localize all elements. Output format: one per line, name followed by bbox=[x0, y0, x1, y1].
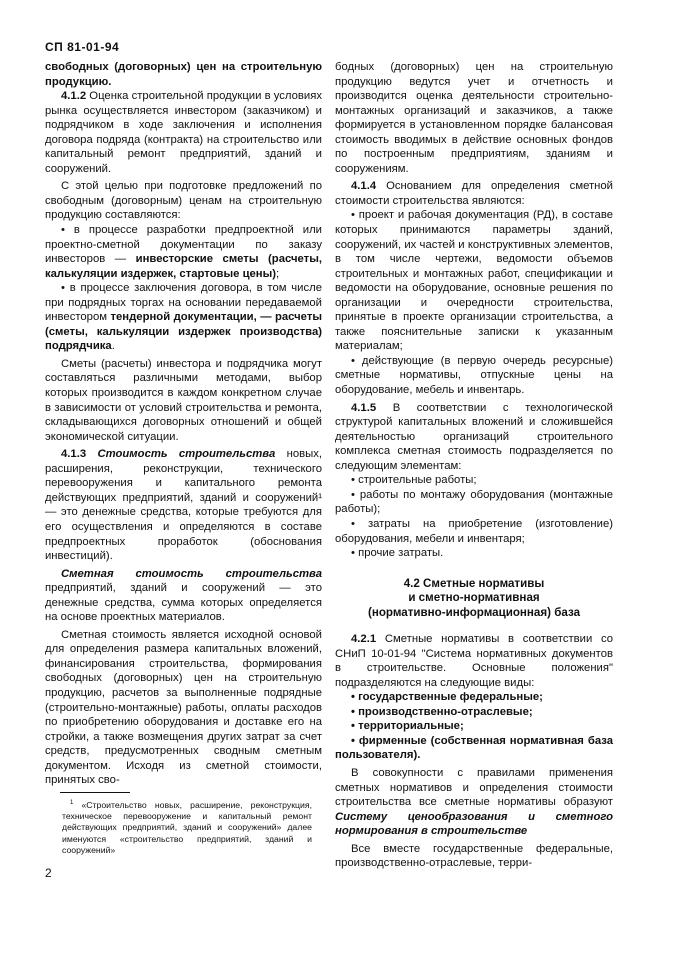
footnote bbox=[62, 798, 312, 856]
paragraph bbox=[335, 766, 613, 839]
defined-term: Стоимость строительства bbox=[97, 448, 276, 461]
paragraph-text: Сметные нормативы в соответствии со СНиП 10-01-94 "Система нормативных документов в строительстве. Основные положения" подразделяются на следующие виды: bbox=[335, 633, 613, 689]
list-item bbox=[335, 690, 613, 705]
bold-text: свободных (договорных) цен на строительную продукцию. bbox=[45, 61, 322, 88]
clause-number: 4.2.1 bbox=[351, 633, 377, 646]
list-item: • прочие затраты. bbox=[351, 547, 444, 560]
paragraph-4-1-4 bbox=[335, 179, 613, 208]
list-item bbox=[335, 719, 613, 734]
bold-list-text: • территориальные; bbox=[351, 720, 464, 733]
list-item: • строительные работы; bbox=[351, 474, 477, 487]
paragraph: Все вместе государственные федеральные, производственно-отраслевые, терри- bbox=[335, 842, 613, 870]
paragraph-text: В совокупности с правилами применения сметных нормативов и определения стоимости строительства все сметные нормативы образуют bbox=[335, 767, 613, 809]
list-item bbox=[335, 705, 613, 720]
paragraph: Сметная стоимость является исходной основой для определения размера капитальных вложений, финансирования строительства, формирования свободных (договорных) цен на строительную продукцию, расчетов за выполненные подрядные (строительно-монтажные) работы, оплаты расходов по приобретению оборудования и доставке его на стройки, а также возмещения других затрат за счет средств, предусмотренных сводным сметным документом. Исходя из сметной стоимости, принятых сво- bbox=[45, 628, 322, 787]
list-item: • действующие (в первую очередь ресурсные) сметные нормативы, отпускные цены на оборудование, мебель и инвентарь. bbox=[335, 354, 613, 397]
bold-term: тендерной документации, — расчеты (сметы, калькуляции издержек производства) подрядчика bbox=[45, 311, 322, 353]
footnote-text: «Строительство новых, расширение, реконструкция, техническое перевооружение и капитальный ремонт действующих предприятий, зданий и сооружений» далее именуются «строительство предприятий, зданий и сооружений» bbox=[62, 799, 312, 855]
paragraph: Сметы (расчеты) инвестора и подрядчика могут составляться различными методами, выбор которых производится в каждом конкретном случае в зависимости от условий строительства и ремонта, складывающихся договорных отношений и общей экономической ситуации. bbox=[45, 357, 322, 443]
list-item: • проект и рабочая документация (РД), в составе которых принимаются параметры зданий, сооружений, их частей и конструктивных элементов, в том числе чертежи, ведомости объемов строительных и монтажных работ, спецификации и ведомости на оборудование, основные решения по организации и очередности строительства, принятые в проекте организации строительства, а также пояснительные записки к указанным материалам; bbox=[335, 209, 613, 353]
list-item bbox=[45, 223, 322, 281]
paragraph-text: В соответствии с технологической структурой капитальных вложений и сложившейся деятельностью организаций строительного комплекса сметная стоимость подразделяется по следующим элементам: bbox=[335, 401, 613, 472]
page-number: 2 bbox=[45, 866, 52, 880]
paragraph-4-1-2 bbox=[45, 89, 322, 176]
heading-line: и сметно-нормативная bbox=[408, 591, 540, 605]
paragraph-4-1-5 bbox=[335, 401, 613, 474]
list-item: • затраты на приобретение (изготовление) оборудования, мебели и инвентаря; bbox=[335, 517, 613, 545]
bold-list-text: • производственно-отраслевые; bbox=[351, 705, 533, 718]
document-code-header: СП 81-01-94 bbox=[45, 40, 120, 54]
clause-number: 4.1.2 bbox=[61, 90, 87, 103]
bold-term: инвесторские сметы (расчеты, калькуляции издержек, стартовые цены) bbox=[45, 253, 322, 280]
defined-term: Систему ценообразования и сметного нормирования в строительстве bbox=[335, 810, 613, 838]
list-item bbox=[335, 734, 613, 763]
paragraph-text: Основанием для определения сметной стоимости строительства являются: bbox=[335, 180, 613, 207]
list-text: • в процессе разработки предпроектной или проектно-сметной документации по заказу инвесторов — bbox=[45, 224, 322, 266]
paragraph bbox=[45, 567, 322, 625]
paragraph: С этой целью при подготовке предложений по свободным (договорным) ценам на строительную продукцию составляются: bbox=[45, 180, 322, 222]
left-column bbox=[45, 60, 322, 788]
paragraph: бодных (договорных) цен на строительную продукцию ведутся учет и отчетность и производится оценка деятельности строительно-монтажных организаций и заказчиков, а также формируется в установленном порядке балансовая стоимость вводимых в действие основных фондов по построенным предприятиям, зданиям и сооружениям. bbox=[335, 61, 613, 175]
list-item bbox=[45, 281, 322, 354]
paragraph-4-1-3 bbox=[45, 447, 322, 563]
heading-line: 4.2 Сметные нормативы bbox=[403, 576, 545, 590]
list-item: • работы по монтажу оборудования (монтажные работы); bbox=[335, 488, 613, 516]
footnote-mark: 1 bbox=[70, 800, 74, 806]
section-heading-4-2 bbox=[335, 577, 613, 621]
punctuation: . bbox=[111, 340, 115, 353]
clause-number: 4.1.3 bbox=[61, 448, 87, 461]
defined-term: Сметная стоимость строительства bbox=[61, 567, 322, 580]
paragraph-text: Оценка строительной продукции в условиях рынка осуществляется инвестором (заказчиком) и подрядчиком в ходе заключения и исполнения договора подряда (контракта) на строительство или капитальный ремонт предприятий, зданий и сооружений. bbox=[45, 90, 322, 175]
paragraph-4-2-1 bbox=[335, 632, 613, 690]
paragraph-text: предприятий, зданий и сооружений — это денежные средства, сумма которых определяется на основе проектных материалов. bbox=[45, 582, 322, 624]
heading-line: (нормативно-информационная) база bbox=[367, 605, 581, 619]
right-column bbox=[335, 60, 613, 871]
paragraph bbox=[45, 60, 322, 89]
list-text: • в процессе заключения договора, в том числе при подрядных торгах на основании передаваемой инвестором bbox=[45, 282, 322, 324]
paragraph-text: новых, расширения, реконструкции, технического перевооружения и капитального ремонта действующих предприятий, зданий и сооружений¹ — это денежные средства, которые требуются для его осуществления и определяются в составе предпроектных проработок (обоснования инвестиций). bbox=[45, 448, 323, 563]
clause-number: 4.1.5 bbox=[351, 401, 377, 414]
footnote-divider bbox=[60, 792, 130, 793]
bold-list-text: • государственные федеральные; bbox=[351, 691, 543, 704]
bold-list-text: • фирменные (собственная нормативная база пользователя). bbox=[335, 734, 613, 762]
punctuation: ; bbox=[276, 267, 280, 280]
clause-number: 4.1.4 bbox=[351, 180, 377, 193]
